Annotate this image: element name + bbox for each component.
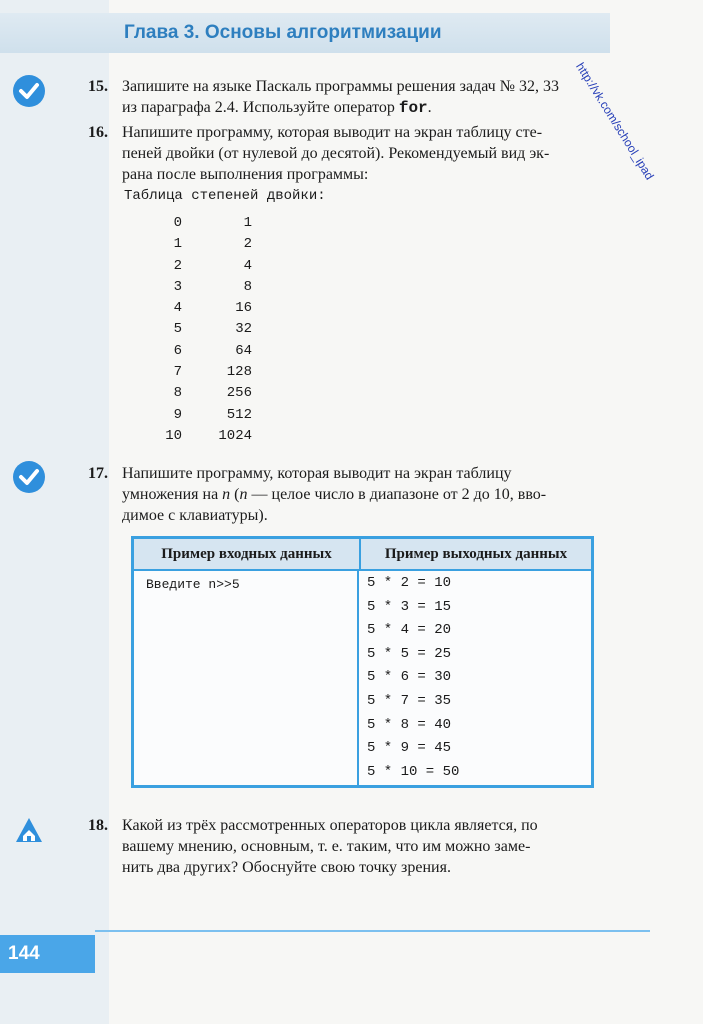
powers-row: 2 4 bbox=[173, 257, 252, 274]
task-text: димое с клавиатуры). bbox=[122, 507, 268, 524]
powers-table bbox=[150, 215, 252, 449]
powers-caption: Таблица степеней двойки: bbox=[124, 188, 326, 204]
powers-row: 9 512 bbox=[173, 406, 252, 423]
check-badge-icon bbox=[12, 74, 46, 108]
powers-row: 7 128 bbox=[173, 364, 252, 381]
output-line: 5 * 3 = 15 bbox=[367, 598, 452, 615]
powers-row: 6 64 bbox=[173, 342, 252, 359]
page-number: 144 bbox=[0, 935, 95, 973]
task-18 bbox=[88, 815, 650, 878]
task-text: умножения на bbox=[122, 486, 223, 503]
task-text: рана после выполнения программы: bbox=[122, 166, 369, 183]
task-text: ( bbox=[230, 486, 240, 503]
output-line: 5 * 2 = 10 bbox=[367, 575, 452, 591]
task-text: нить два других? Обоснуйте свою точку зрения. bbox=[122, 859, 451, 876]
task-16 bbox=[88, 122, 650, 185]
variable-n: n bbox=[239, 486, 248, 503]
header-output: Пример выходных данных bbox=[384, 545, 568, 562]
task-number: 15. bbox=[88, 78, 108, 95]
output-line: 5 * 4 = 20 bbox=[367, 622, 452, 639]
check-badge-icon bbox=[12, 460, 46, 494]
keyword-for: for bbox=[398, 99, 428, 117]
task-number: 17. bbox=[88, 465, 108, 482]
io-example-table bbox=[131, 536, 594, 788]
task-text: Напишите программу, которая выводит на экран таблицу bbox=[122, 465, 512, 482]
powers-row: 3 8 bbox=[173, 278, 252, 295]
task-number: 18. bbox=[88, 817, 108, 834]
task-text: — целое число в диапазоне от 2 до 10, вво- bbox=[247, 486, 547, 503]
output-example bbox=[359, 571, 591, 787]
task-15 bbox=[88, 76, 650, 119]
io-table-header bbox=[134, 539, 591, 571]
task-text: Напишите программу, которая выводит на экран таблицу сте- bbox=[122, 124, 543, 141]
variable-n: n bbox=[222, 486, 231, 503]
task-text: из параграфа 2.4. Используйте оператор bbox=[122, 99, 399, 116]
powers-row: 4 16 bbox=[173, 300, 252, 317]
powers-row: 5 32 bbox=[173, 321, 252, 338]
chapter-title: Глава 3. Основы алгоритмизации bbox=[124, 22, 442, 43]
powers-row: 8 256 bbox=[173, 385, 252, 402]
io-table-body bbox=[134, 571, 591, 787]
task-text: вашему мнению, основным, т. е. таким, что им можно заме- bbox=[122, 838, 531, 855]
output-line: 5 * 9 = 45 bbox=[367, 740, 452, 757]
task-number: 16. bbox=[88, 124, 108, 141]
output-line: 5 * 7 = 35 bbox=[367, 692, 452, 709]
output-line: 5 * 5 = 25 bbox=[367, 645, 452, 662]
input-example: Введите n>>5 bbox=[134, 571, 359, 787]
output-line: 5 * 6 = 30 bbox=[367, 669, 452, 686]
output-line: 5 * 8 = 40 bbox=[367, 716, 452, 733]
task-text: Какой из трёх рассмотренных операторов цикла является, по bbox=[122, 817, 538, 834]
task-text: . bbox=[427, 99, 432, 116]
home-badge-icon bbox=[14, 815, 44, 845]
watermark-link[interactable]: http://vk.com/school_ipad bbox=[573, 60, 657, 183]
powers-row: 0 1 bbox=[173, 215, 252, 231]
header-input: Пример входных данных bbox=[134, 539, 361, 569]
task-text: Запишите на языке Паскаль программы решения задач № 32, 33 bbox=[122, 78, 559, 95]
task-text: пеней двойки (от нулевой до десятой). Рекомендуемый вид эк- bbox=[122, 145, 550, 162]
task-17 bbox=[88, 463, 650, 526]
output-line: 5 * 10 = 50 bbox=[367, 763, 460, 780]
powers-row: 10 1024 bbox=[165, 427, 252, 444]
page-rule bbox=[95, 930, 650, 932]
powers-row: 1 2 bbox=[173, 236, 252, 253]
